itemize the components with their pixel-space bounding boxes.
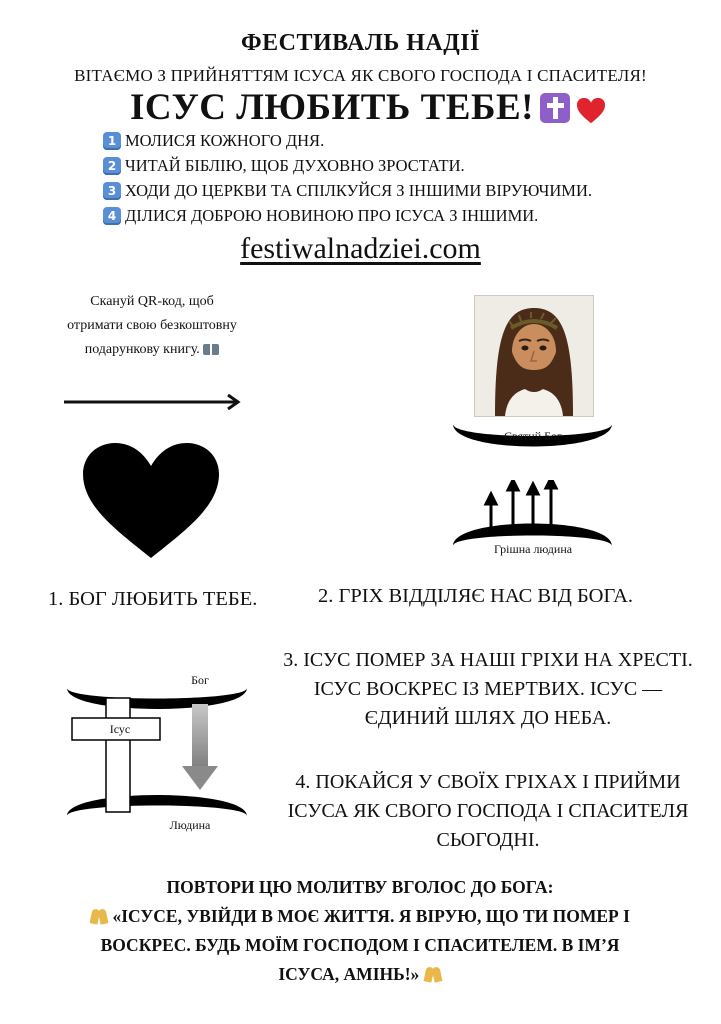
keycap-2-icon: 2 [103,157,121,175]
heart-icon [576,93,606,123]
prayer-block [90,873,630,989]
jesus-portrait [474,295,594,417]
holy-god-label: Святий Бог [504,429,562,443]
headline-text: ІСУС ЛЮБИТЬ ТЕБЕ! [130,87,534,128]
keycap-1-icon: 1 [103,132,121,150]
steps-list [103,128,592,228]
point-2: 2. ГРІХ ВІДДІЛЯЄ НАС ВІД БОГА. [318,585,634,607]
god-label: Бог [191,673,209,687]
point-4: 4. ПОКАЙСЯ У СВОЇХ ГРІХАХ І ПРИЙМИ ІСУСА ЯК СВОГО ГОСПОДА І СПАСИТЕЛЯ СЬОГОДНІ. [287,771,689,851]
headline [130,86,606,129]
point-1: 1. БОГ ЛЮБИТЬ ТЕБЕ. [48,588,258,610]
list-item [103,178,592,203]
keycap-4-icon: 4 [103,207,121,225]
jesus-label: Ісус [109,722,131,736]
book-icon [203,344,219,355]
arrow-right-icon [62,393,244,411]
page-title: ФЕСТИВАЛЬ НАДІЇ [241,30,480,56]
cross-icon [540,93,570,123]
sinful-man-platform [445,480,620,565]
qr-instructions [62,290,242,362]
sinful-man-label: Грішна людина [493,542,573,556]
folded-hands-icon [424,966,442,982]
step-text: ХОДИ ДО ЦЕРКВИ ТА СПІЛКУЙСЯ З ІНШИМИ ВІРУЮЧИМИ. [125,181,593,200]
man-label: Людина [169,818,211,832]
list-item [103,153,592,178]
holy-god-platform [445,410,620,460]
keycap-3-icon: 3 [103,182,121,200]
down-arrow-icon [182,704,218,790]
step-text: МОЛИСЯ КОЖНОГО ДНЯ. [125,131,325,150]
prayer-text-wrap [90,902,630,989]
website-link[interactable]: festiwalnadziei.com [240,232,481,265]
folded-hands-icon [90,908,108,924]
list-item [103,203,592,228]
cross-icon [72,698,160,812]
cross-bridge-diagram [62,666,252,841]
heart-icon [80,440,222,562]
qr-text: Скануй QR-код, щоб отримати свою безкоштовну подарункову книгу. [67,294,237,357]
point-3: 3. ІСУС ПОМЕР ЗА НАШІ ГРІХИ НА ХРЕСТІ. ІСУС ВОСКРЕС ІЗ МЕРТВИХ. ІСУС — ЄДИНИЙ ШЛЯХ ДО НЕБА. [283,649,693,729]
prayer-intro: ПОВТОРИ ЦЮ МОЛИТВУ ВГОЛОС ДО БОГА: [166,877,554,897]
welcome-subtitle: ВІТАЄМО З ПРИЙНЯТТЯМ ІСУСА ЯК СВОГО ГОСПОДА І СПАСИТЕЛЯ! [74,66,647,85]
step-text: ДІЛИСЯ ДОБРОЮ НОВИНОЮ ПРО ІСУСА З ІНШИМИ. [125,206,539,225]
prayer-text: «ІСУСЕ, УВІЙДИ В МОЄ ЖИТТЯ. Я ВІРУЮ, ЩО ТИ ПОМЕР І ВОСКРЕС. БУДЬ МОЇМ ГОСПОДОМ І СПАСИТЕЛЕМ. В ІМ’Я ІСУСА, АМІНЬ!» [100,906,630,984]
list-item [103,128,592,153]
step-text: ЧИТАЙ БІБЛІЮ, ЩОБ ДУХОВНО ЗРОСТАТИ. [125,156,465,175]
